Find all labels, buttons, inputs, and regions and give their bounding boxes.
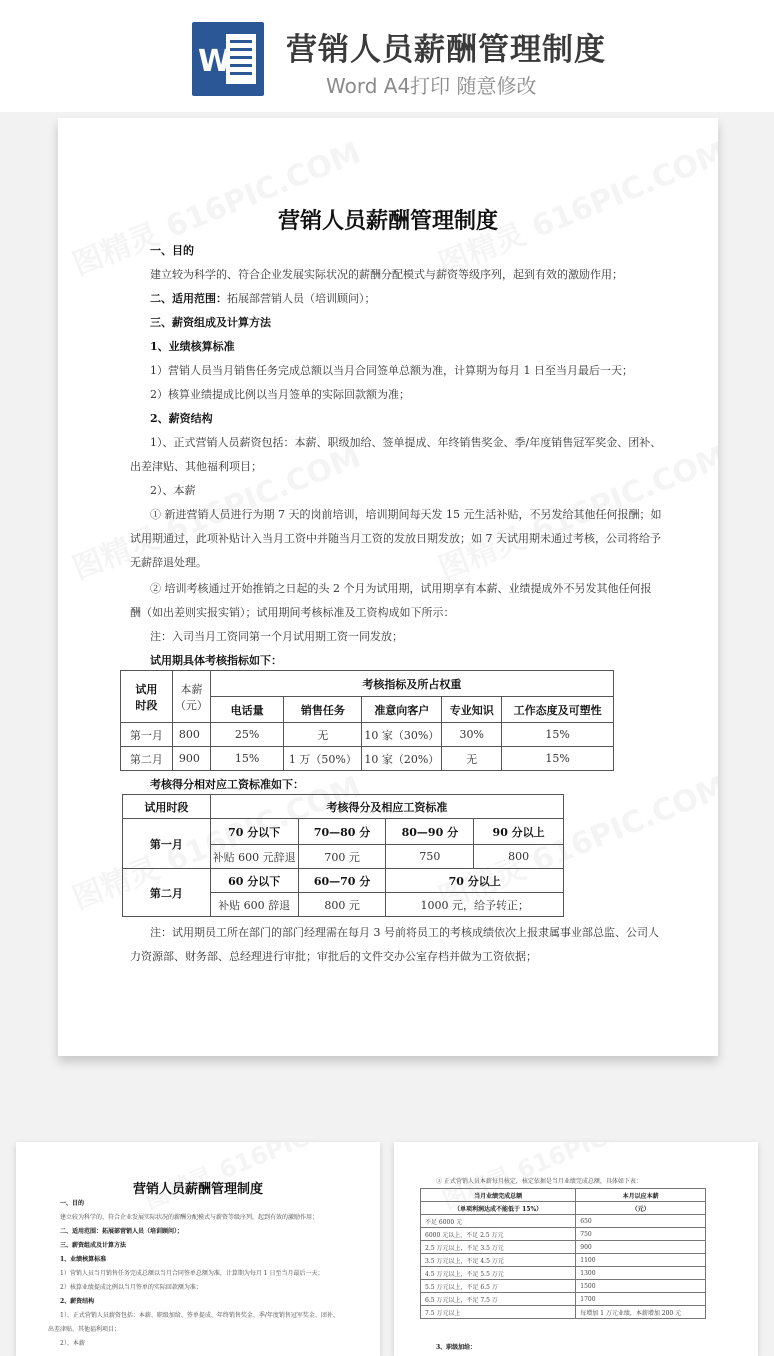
table-cell: 15% <box>502 723 614 747</box>
table-cell: 2.5 万元以上，不足 3.5 万元 <box>421 1241 576 1254</box>
section-text: 拓展部营销人员（培训顾问）； <box>227 292 376 305</box>
table-cell: 900 <box>172 747 210 771</box>
thumbnail-line: 3、职级加给： <box>436 1344 477 1351</box>
table-row <box>421 1267 706 1280</box>
table-cell: 1100 <box>576 1254 706 1267</box>
table-cell: 每增加 1 万元业绩，本薪增加 200 元 <box>576 1306 706 1319</box>
table-row <box>121 747 614 771</box>
table-header-cell: 专业知识 <box>442 697 502 723</box>
table-cell: 补贴 600 元辞退 <box>210 845 298 869</box>
table-cell: 6.5 万元以上，不足 7.5 万 <box>421 1293 576 1306</box>
note: 力资源部、财务部、总经理进行审批；审批后的文件交办公室存档并做为工资依据； <box>130 950 537 963</box>
table-cell: 第一月 <box>123 819 211 869</box>
table-cell: 1000 元，给予转正； <box>386 893 564 917</box>
table-header-group: 考核指标及所占权重 <box>210 671 613 697</box>
table-header-cell: 试用时段 <box>123 795 211 819</box>
table-header-group: 考核得分及相应工资标准 <box>210 795 563 819</box>
table-header-cell: 工作态度及可塑性 <box>502 697 614 723</box>
word-icon-letter: W <box>198 44 232 79</box>
paragraph: 1）营销人员当月销售任务完成总额以当月合同签单总额为准，计算期为每月 1 日至当月最后一天； <box>150 364 633 377</box>
table-cell: 650 <box>576 1215 706 1228</box>
table-row <box>421 1254 706 1267</box>
table-cell: 1300 <box>576 1267 706 1280</box>
table-cell: 1 万（50%） <box>284 747 362 771</box>
table-cell: 60—70 分 <box>298 869 386 893</box>
paragraph <box>150 290 376 306</box>
table-cell: 800 <box>474 845 564 869</box>
table-cell: 15% <box>210 747 284 771</box>
table-row <box>121 723 614 747</box>
subsection-heading: 1、业绩核算标准 <box>150 340 235 353</box>
table-cell: 无 <box>284 723 362 747</box>
table-cell: 1700 <box>576 1293 706 1306</box>
word-doc-icon <box>192 22 264 96</box>
page-thumbnail-2[interactable] <box>394 1142 758 1356</box>
table-cell: 70—80 分 <box>298 819 386 845</box>
table-row <box>421 1306 706 1319</box>
note: 注：入司当月工资同第一个月试用期工资一同发放； <box>150 630 403 643</box>
table-caption: 考核得分相对应工资标准如下： <box>150 778 304 791</box>
table-header-cell: 本月以应本薪 <box>576 1189 706 1202</box>
table-row <box>421 1293 706 1306</box>
table-cell: 60 分以下 <box>210 869 298 893</box>
paragraph: 出差津贴、其他福利项目； <box>130 460 262 473</box>
subsection-heading: 2、薪资结构 <box>150 412 213 425</box>
thumbnail-line: ③ 正式营销人员本薪每月核定，核定依据是当月业绩完成总额，具体如下表： <box>436 1178 642 1185</box>
thumbnail-line: 一、目的 <box>60 1200 85 1207</box>
banner-subtitle: Word A4打印 随意修改 <box>326 74 537 98</box>
table-cell: 70 分以下 <box>210 819 298 845</box>
table-cell: 7.5 万元以上 <box>421 1306 576 1319</box>
thumbnail-line: 三、薪资组成及计算方法 <box>60 1242 127 1249</box>
table-cell: 3.5 万元以上，不足 4.5 万元 <box>421 1254 576 1267</box>
table-cell: 70 分以上 <box>386 869 564 893</box>
table-cell: 补贴 600 辞退 <box>210 893 298 917</box>
thumbnail-line: 建立较为科学的、符合企业发展实际状况的薪酬分配模式与薪资等级序列，起到有效的激励作用； <box>60 1214 319 1221</box>
table-cell: 10 家（20%） <box>362 747 442 771</box>
table-row <box>421 1215 706 1228</box>
note: 注：试用期员工所在部门的部门经理需在每月 3 号前将员工的考核成绩依次上报隶属事业部总监、公司人 <box>150 926 659 939</box>
table-cell: 30% <box>442 723 502 747</box>
thumbnail-line: 1）营销人员当月销售任务完成总额以当月合同签单总额为准，计算期为每月 1 日至当月最后一天； <box>60 1270 324 1277</box>
table-header-cell: 试用 时段 <box>121 671 173 723</box>
table-cell: 750 <box>576 1228 706 1241</box>
paragraph: 建立较为科学的、符合企业发展实际状况的薪酬分配模式与薪资等级序列，起到有效的激励作用； <box>150 268 623 281</box>
paragraph: 2）、本薪 <box>150 484 196 497</box>
table-cell: 800 <box>172 723 210 747</box>
paragraph: 无薪辞退处理。 <box>130 556 207 569</box>
thumbnail-line: 出差津贴、其他福利项目； <box>48 1326 121 1333</box>
table-cell: 90 分以上 <box>474 819 564 845</box>
table-header-cell: 电话量 <box>210 697 284 723</box>
table-header-cell: 当月业绩完成总额 <box>421 1189 576 1202</box>
header-banner <box>0 0 774 112</box>
section-heading: 三、薪资组成及计算方法 <box>150 316 271 329</box>
table-cell: 700 元 <box>298 845 386 869</box>
document-page <box>58 118 718 1056</box>
table-cell: 10 家（30%） <box>362 723 442 747</box>
paragraph: ② 培训考核通过开始推销之日起的头 2 个月为试用期，试用期享有本薪、业绩提成外不另发其他任何报 <box>150 582 652 595</box>
thumbnail-line: 1、业绩核算标准 <box>60 1256 107 1263</box>
table-header-cell: 本薪 （元） <box>172 671 210 723</box>
thumbnail-line: 2）核算业绩提成比例以当月签单的实际回款额为准； <box>60 1284 202 1291</box>
score-pay-standard-table <box>122 794 564 917</box>
table-header-cell: （单项利润达成不能低于 15%） <box>421 1202 576 1215</box>
table-header-cell: 销售任务 <box>284 697 362 723</box>
table-cell: 6000 元以上，不足 2.5 万元 <box>421 1228 576 1241</box>
thumbnail-base-pay-table <box>420 1188 706 1319</box>
table-cell: 1500 <box>576 1280 706 1293</box>
table-row <box>421 1228 706 1241</box>
thumbnail-line: 二、适用范围：拓展部营销人员（培训顾问）； <box>60 1228 184 1235</box>
table-cell: 80—90 分 <box>386 819 474 845</box>
table-cell: 第二月 <box>123 869 211 917</box>
paragraph: 1）、正式营销人员薪资包括：本薪、职级加给、签单提成、年终销售奖金、季/年度销售冠军奖金、团补、 <box>150 436 662 449</box>
table-row <box>421 1280 706 1293</box>
paragraph: ① 新进营销人员进行为期 7 天的岗前培训，培训期间每天发 15 元生活补贴，不另发给其他任何报酬；如 <box>150 508 662 521</box>
table-cell: 750 <box>386 845 474 869</box>
document-title: 营销人员薪酬管理制度 <box>277 208 498 234</box>
trial-period-criteria-table <box>120 670 614 771</box>
thumbnail-line: 2、薪资结构 <box>60 1298 95 1305</box>
table-cell: 800 元 <box>298 893 386 917</box>
paragraph: 2）核算业绩提成比例以当月签单的实际回款额为准； <box>150 388 410 401</box>
table-caption: 试用期具体考核指标如下： <box>150 654 282 667</box>
table-row <box>421 1241 706 1254</box>
section-heading: 二、适用范围： <box>150 292 227 305</box>
table-cell: 不足 6000 元 <box>421 1215 576 1228</box>
table-cell: 第一月 <box>121 723 173 747</box>
table-cell: 5.5 万元以上，不足 6.5 万 <box>421 1280 576 1293</box>
table-cell: 25% <box>210 723 284 747</box>
thumbnail-line: 2）、本薪 <box>60 1340 85 1347</box>
table-header-cell: 准意向客户 <box>362 697 442 723</box>
table-cell: 第二月 <box>121 747 173 771</box>
banner-title: 营销人员薪酬管理制度 <box>286 32 606 68</box>
thumbnail-title: 营销人员薪酬管理制度 <box>132 1182 263 1197</box>
table-header-cell: （元） <box>576 1202 706 1215</box>
section-heading: 一、目的 <box>150 244 194 257</box>
table-cell: 无 <box>442 747 502 771</box>
table-cell: 900 <box>576 1241 706 1254</box>
paragraph: 酬（如出差则实报实销）；试用期间考核标准及工资构成如下所示： <box>130 606 455 619</box>
table-cell: 15% <box>502 747 614 771</box>
thumbnail-line: 1）、正式营销人员薪资包括：本薪、职级加给、签单提成、年终销售奖金、季/年度销售冠军奖金、团补、 <box>60 1312 339 1319</box>
table-cell: 4.5 万元以上，不足 5.5 万元 <box>421 1267 576 1280</box>
paragraph: 试用期通过，此项补贴计入当月工资中并随当月工资的发放日期发放；如 7 天试用期未通过考核，公司将给予 <box>130 532 661 545</box>
page-thumbnail-1[interactable] <box>16 1142 380 1356</box>
